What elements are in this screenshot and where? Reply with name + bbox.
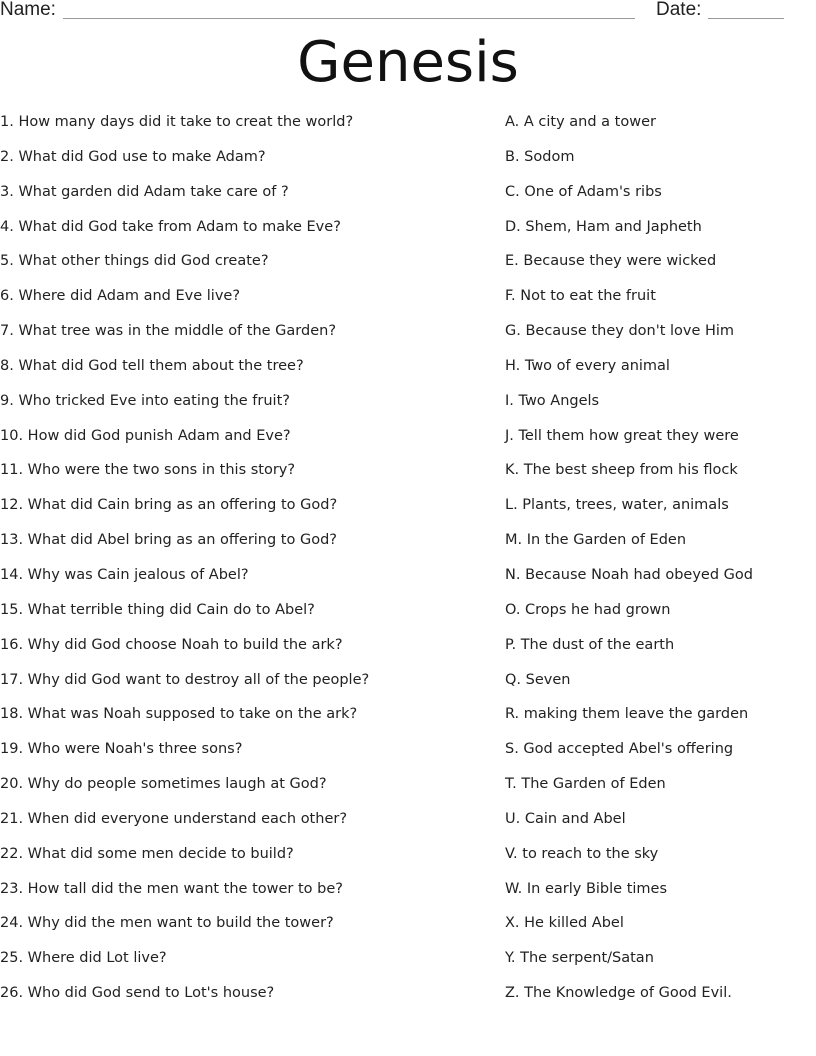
answer-item: V. to reach to the sky [505, 845, 659, 862]
question-item: 16. Why did God choose Noah to build the ark? [0, 636, 343, 653]
worksheet-header [0, 0, 816, 22]
question-item: 7. What tree was in the middle of the Garden? [0, 323, 337, 340]
answer-item: A. A city and a tower [505, 114, 656, 130]
date-label: Date: [656, 0, 702, 20]
question-item: 25. Where did Lot live? [0, 950, 167, 967]
answer-item: T. The Garden of Eden [505, 776, 666, 793]
answer-item: D. Shem, Ham and Japheth [505, 218, 702, 235]
answer-item: B. Sodom [505, 148, 575, 165]
question-item: 1. How many days did it take to creat the world? [0, 114, 354, 130]
question-item: 9. Who tricked Eve into eating the fruit? [0, 392, 290, 409]
question-item: 26. Who did God send to Lot's house? [0, 985, 275, 1002]
question-item: 2. What did God use to make Adam? [0, 148, 266, 165]
question-item: 10. How did God punish Adam and Eve? [0, 427, 291, 444]
answer-item: J. Tell them how great they were [505, 427, 739, 444]
name-field[interactable] [63, 18, 635, 19]
answer-item: Z. The Knowledge of Good Evil. [505, 985, 732, 1002]
question-item: 18. What was Noah supposed to take on the ark? [0, 706, 358, 723]
page-title: Genesis [297, 30, 519, 95]
answer-item: K. The best sheep from his flock [505, 462, 738, 479]
question-item: 19. Who were Noah's three sons? [0, 741, 243, 758]
answers-list [505, 113, 810, 1019]
answer-item: Y. The serpent/Satan [505, 950, 654, 967]
answer-item: I. Two Angels [505, 392, 600, 409]
question-item: 14. Why was Cain jealous of Abel? [0, 566, 249, 583]
answer-item: R. making them leave the garden [505, 706, 749, 723]
answer-item: O. Crops he had grown [505, 601, 671, 618]
question-item: 4. What did God take from Adam to make Eve? [0, 218, 341, 235]
question-item: 20. Why do people sometimes laugh at God? [0, 776, 327, 793]
question-item: 15. What terrible thing did Cain do to Abel? [0, 601, 315, 618]
question-item: 22. What did some men decide to build? [0, 845, 294, 862]
questions-list [0, 113, 500, 1019]
question-item: 8. What did God tell them about the tree? [0, 357, 304, 374]
name-label: Name: [0, 0, 56, 20]
question-item: 24. Why did the men want to build the tower? [0, 915, 334, 932]
question-item: 23. How tall did the men want the tower to be? [0, 880, 343, 897]
answer-item: S. God accepted Abel's offering [505, 741, 734, 758]
answer-item: N. Because Noah had obeyed God [505, 566, 753, 583]
answer-item: G. Because they don't love Him [505, 323, 735, 340]
answer-item: L. Plants, trees, water, animals [505, 497, 729, 514]
question-item: 6. Where did Adam and Eve live? [0, 288, 241, 305]
question-item: 13. What did Abel bring as an offering to God? [0, 532, 337, 549]
question-item: 11. Who were the two sons in this story? [0, 462, 296, 479]
date-field[interactable] [708, 18, 784, 19]
answer-item: X. He killed Abel [505, 915, 624, 932]
question-item: 5. What other things did God create? [0, 253, 269, 270]
answer-item: P. The dust of the earth [505, 636, 675, 653]
question-item: 21. When did everyone understand each other? [0, 810, 348, 827]
answer-item: C. One of Adam's ribs [505, 183, 662, 200]
answer-item: U. Cain and Abel [505, 810, 626, 827]
answer-item: M. In the Garden of Eden [505, 532, 687, 549]
answer-item: W. In early Bible times [505, 880, 668, 897]
answer-item: H. Two of every animal [505, 357, 670, 374]
question-item: 12. What did Cain bring as an offering to God? [0, 497, 338, 514]
answer-item: Q. Seven [505, 671, 571, 688]
answer-item: F. Not to eat the fruit [505, 288, 656, 305]
answer-item: E. Because they were wicked [505, 253, 717, 270]
question-item: 3. What garden did Adam take care of ? [0, 183, 289, 200]
question-item: 17. Why did God want to destroy all of the people? [0, 671, 370, 688]
